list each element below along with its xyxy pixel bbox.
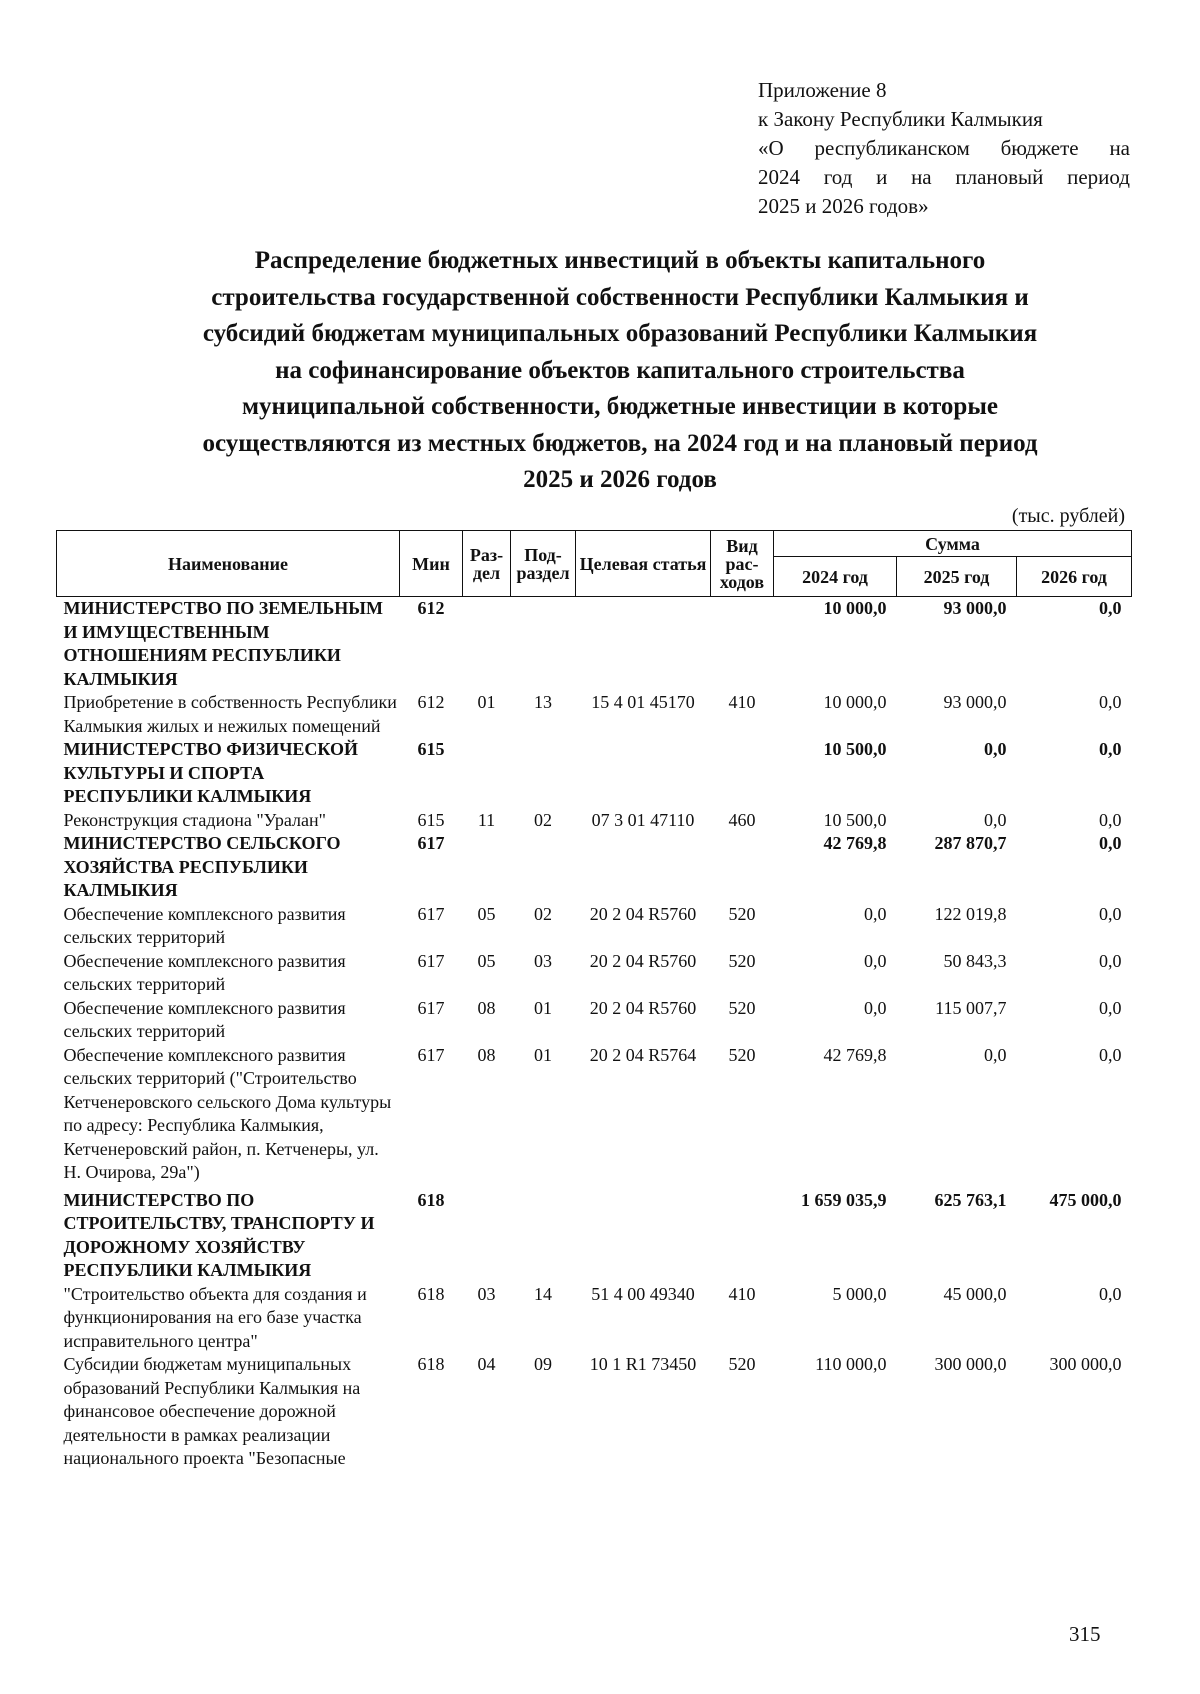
cell-2025: 0,0	[984, 739, 1007, 759]
cell-target: 10 1 R1 73450	[589, 1354, 697, 1374]
budget-table	[56, 530, 1132, 1471]
ministry-row	[57, 1185, 1132, 1283]
cell-name: МИНИСТЕРСТВО ПО СТРОИТЕЛЬСТВУ, ТРАНСПОРТУ И ДОРОЖНОМУ ХОЗЯЙСТВУ РЕСПУБЛИКИ КАЛМЫКИЯ	[63, 1189, 375, 1280]
appendix-line: 2025 и 2026 годов»	[758, 194, 929, 218]
cell-podrazdel: 09	[534, 1354, 552, 1374]
title-line: осуществляются из местных бюджетов, на 2024 год и на плановый период	[202, 429, 1038, 457]
cell-2024: 10 000,0	[823, 692, 887, 712]
cell-razdel: 05	[477, 903, 496, 924]
ministry-row	[57, 597, 1132, 692]
cell-name: МИНИСТЕРСТВО ФИЗИЧЕСКОЙ КУЛЬТУРЫ И СПОРТА РЕСПУБЛИКИ КАЛМЫКИЯ	[63, 739, 359, 806]
header-2024: 2024 год	[774, 557, 897, 597]
cell-target	[576, 738, 711, 809]
header-sum: Сумма	[774, 531, 1132, 557]
title-line: строительства государственной собственности Республики Калмыкия и	[211, 283, 1029, 311]
cell-2024: 42 769,8	[823, 1044, 887, 1065]
title-line: субсидий бюджетам муниципальных образований Республики Калмыкия	[202, 320, 1038, 347]
cell-podrazdel	[511, 738, 576, 809]
budget-table-wrapper	[56, 530, 1131, 1471]
document-title	[120, 243, 1120, 499]
cell-2026: 0,0	[1099, 833, 1122, 853]
cell-min: 617	[417, 1044, 445, 1065]
cell-target: 20 2 04 R5760	[589, 903, 697, 924]
cell-2026: 0,0	[1099, 997, 1122, 1018]
cell-2026: 0,0	[1099, 809, 1122, 830]
cell-name: МИНИСТЕРСТВО СЕЛЬСКОГО ХОЗЯЙСТВА РЕСПУБЛИКИ КАЛМЫКИЯ	[63, 833, 341, 900]
table-row	[57, 903, 1132, 950]
cell-2025: 300 000,0	[934, 1354, 1007, 1374]
page-number: 315	[1069, 1622, 1101, 1646]
cell-2025: 115 007,7	[935, 997, 1007, 1018]
cell-vid: 520	[728, 950, 756, 971]
cell-min: 615	[417, 809, 445, 830]
cell-vid: 520	[728, 1044, 756, 1065]
cell-2026: 300 000,0	[1049, 1354, 1122, 1374]
cell-target	[576, 832, 711, 903]
cell-name: Приобретение в собственность Республики Калмыкия жилых и нежилых помещений	[63, 692, 397, 736]
cell-2024: 10 500,0	[823, 739, 887, 759]
header-2026: 2026 год	[1017, 557, 1132, 597]
cell-razdel: 08	[477, 997, 496, 1018]
cell-min: 617	[417, 997, 445, 1018]
cell-podrazdel: 02	[534, 809, 552, 830]
units-label: (тыс. рублей)	[1011, 505, 1125, 527]
cell-name: Обеспечение комплексного развития сельских территорий	[63, 950, 346, 994]
cell-vid	[711, 1185, 774, 1283]
cell-podrazdel: 03	[534, 950, 552, 971]
cell-2026: 0,0	[1099, 739, 1122, 759]
cell-2024: 10 500,0	[823, 809, 887, 830]
cell-2026: 0,0	[1099, 950, 1122, 971]
table-row	[57, 1353, 1132, 1471]
table-body	[57, 597, 1132, 1471]
cell-razdel: 01	[477, 692, 496, 712]
cell-podrazdel	[511, 1185, 576, 1283]
cell-target: 07 3 01 47110	[591, 809, 695, 830]
appendix-line: Приложение 8	[758, 78, 887, 102]
cell-name: МИНИСТЕРСТВО ПО ЗЕМЕЛЬНЫМ И ИМУЩЕСТВЕННЫМ ОТНОШЕНИЯМ РЕСПУБЛИКИ КАЛМЫКИЯ	[63, 598, 383, 689]
ministry-row	[57, 832, 1132, 903]
cell-razdel	[463, 1185, 511, 1283]
cell-target	[576, 1185, 711, 1283]
title-line: на софинансирование объектов капитального строительства	[275, 356, 965, 384]
cell-podrazdel: 13	[534, 692, 552, 712]
cell-2024: 42 769,8	[823, 833, 887, 853]
cell-min: 617	[417, 950, 445, 971]
cell-razdel	[463, 832, 511, 903]
cell-vid: 520	[728, 903, 756, 924]
cell-razdel: 04	[477, 1354, 496, 1374]
cell-2026: 475 000,0	[1049, 1189, 1122, 1210]
cell-podrazdel: 01	[534, 997, 552, 1018]
cell-2024: 1 659 035,9	[801, 1189, 887, 1210]
cell-2025: 0,0	[984, 809, 1007, 830]
cell-2025: 50 843,3	[943, 950, 1007, 971]
cell-2024: 5 000,0	[832, 1283, 887, 1304]
cell-podrazdel: 14	[534, 1283, 552, 1304]
header-vid: Вид рас-ходов	[711, 531, 774, 597]
table-row	[57, 1044, 1132, 1185]
cell-vid: 460	[728, 809, 756, 830]
table-header	[57, 531, 1132, 597]
cell-2026: 0,0	[1099, 903, 1122, 924]
cell-2025: 625 763,1	[934, 1189, 1007, 1210]
cell-podrazdel	[511, 597, 576, 692]
cell-2025: 45 000,0	[943, 1283, 1007, 1304]
table-row	[57, 691, 1132, 738]
cell-min: 617	[417, 833, 445, 853]
cell-2026: 0,0	[1099, 1044, 1122, 1065]
cell-2024: 0,0	[864, 903, 887, 924]
cell-target: 20 2 04 R5764	[589, 1044, 697, 1065]
cell-name: Реконструкция стадиона "Уралан"	[63, 809, 326, 830]
cell-min: 617	[417, 903, 445, 924]
title-line: 2025 и 2026 годов	[523, 466, 717, 493]
cell-vid	[711, 832, 774, 903]
cell-name: Обеспечение комплексного развития сельских территорий	[63, 997, 346, 1041]
cell-razdel: 11	[477, 809, 496, 830]
cell-2025: 0,0	[984, 1044, 1007, 1065]
cell-razdel: 08	[477, 1044, 496, 1065]
cell-vid	[711, 738, 774, 809]
cell-2026: 0,0	[1099, 1283, 1122, 1304]
cell-2024: 0,0	[864, 997, 887, 1018]
cell-vid	[711, 597, 774, 692]
header-razdel: Раз-дел	[463, 531, 511, 597]
cell-min: 612	[417, 598, 445, 618]
cell-2025: 287 870,7	[934, 833, 1007, 853]
header-target: Целевая статья	[576, 531, 711, 597]
cell-2026: 0,0	[1099, 692, 1122, 712]
cell-vid: 410	[728, 1283, 756, 1304]
cell-vid: 520	[728, 997, 756, 1018]
appendix-line: 2024 год и на плановый период	[758, 165, 1130, 189]
table-row	[57, 809, 1132, 833]
cell-name: "Строительство объекта для создания и функционирования на его базе участка исправительного центра"	[63, 1283, 367, 1351]
cell-name: Субсидии бюджетам муниципальных образований Республики Калмыкия на финансовое обеспечение дорожной деятельности в рамках реализации национального проекта "Безопасные	[63, 1354, 361, 1468]
cell-vid: 410	[728, 692, 756, 712]
ministry-row	[57, 738, 1132, 809]
cell-name: Обеспечение комплексного развития сельских территорий	[63, 903, 346, 947]
title-line: Распределение бюджетных инвестиций в объекты капитального	[254, 247, 986, 274]
cell-2024: 0,0	[864, 950, 887, 971]
cell-min: 618	[417, 1354, 445, 1374]
cell-2026: 0,0	[1099, 598, 1122, 618]
cell-vid: 520	[728, 1354, 756, 1374]
cell-podrazdel: 02	[534, 903, 552, 924]
header-min: Мин	[400, 531, 463, 597]
cell-min: 615	[417, 739, 445, 759]
header-2025: 2025 год	[897, 557, 1017, 597]
cell-target	[576, 597, 711, 692]
cell-2025: 93 000,0	[943, 598, 1007, 618]
header-name: Наименование	[57, 531, 400, 597]
cell-2025: 122 019,8	[934, 903, 1007, 924]
cell-podrazdel: 01	[534, 1044, 552, 1065]
cell-min: 618	[417, 1189, 445, 1210]
appendix-line: «О республиканском бюджете на	[758, 136, 1130, 160]
cell-target: 51 4 00 49340	[591, 1283, 695, 1304]
cell-min: 618	[417, 1283, 445, 1304]
cell-razdel	[463, 738, 511, 809]
appendix-note	[758, 76, 1130, 221]
cell-target: 20 2 04 R5760	[589, 950, 697, 971]
cell-min: 612	[417, 692, 445, 712]
table-row	[57, 950, 1132, 997]
cell-name: Обеспечение комплексного развития сельских территорий ("Строительство Кетченеровского сельского Дома культуры по адресу: Республика Калмыкия, Кетченеровский район, п. Кетченеры, ул. Н. Очирова, 29а")	[63, 1044, 392, 1182]
cell-2025: 93 000,0	[943, 692, 1007, 712]
title-line: муниципальной собственности, бюджетные инвестиции в которые	[242, 393, 998, 420]
table-row	[57, 1283, 1132, 1354]
cell-target: 20 2 04 R5760	[589, 997, 697, 1018]
cell-razdel: 03	[477, 1283, 496, 1304]
table-row	[57, 997, 1132, 1044]
cell-razdel	[463, 597, 511, 692]
cell-2024: 10 000,0	[823, 598, 887, 618]
cell-podrazdel	[511, 832, 576, 903]
header-podrazdel: Под-раздел	[511, 531, 576, 597]
appendix-line: к Закону Республики Калмыкия	[758, 107, 1043, 131]
cell-2024: 110 000,0	[815, 1354, 887, 1374]
cell-target: 15 4 01 45170	[591, 692, 695, 712]
cell-razdel: 05	[477, 950, 496, 971]
